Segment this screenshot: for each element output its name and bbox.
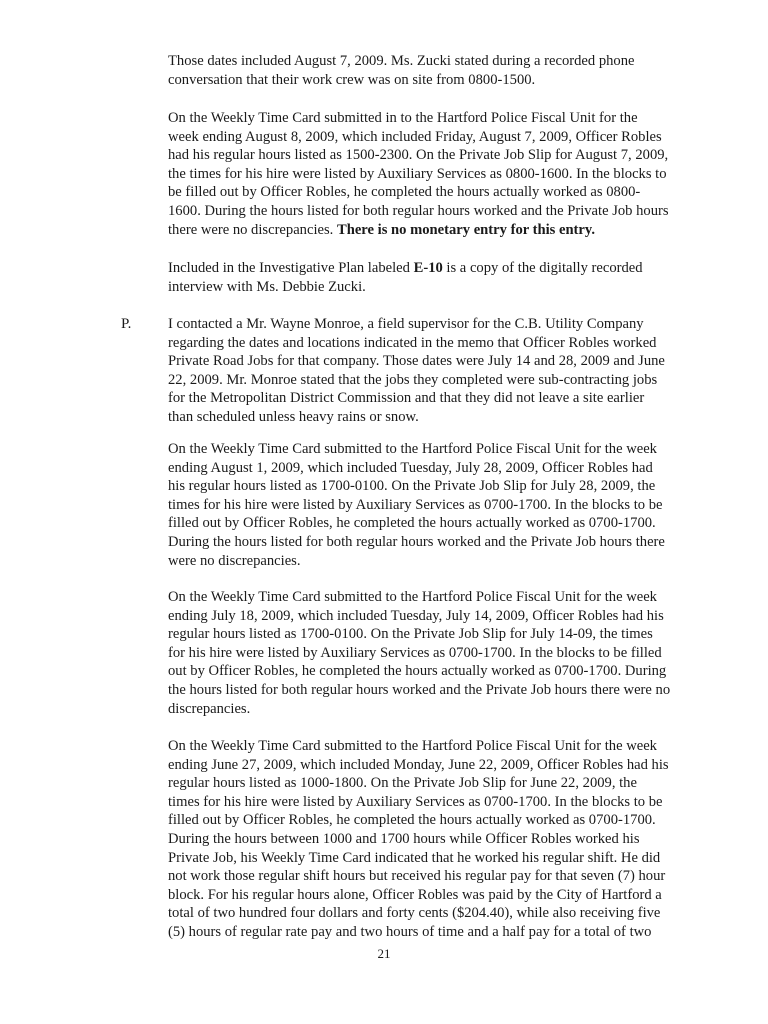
text-line: for his hire were listed by Auxiliary Services as 0700-1700. In the blocks to be filled (168, 644, 662, 661)
text-line: the hours listed for both regular hours worked and the Private Job hours there were no (168, 681, 671, 698)
text-line: conversation that their work crew was on site from 0800-1500. (168, 71, 536, 88)
text-line: for the Metropolitan District Commission and that they did not leave a site earlier (168, 390, 645, 407)
text-line: be filled out by Officer Robles, he completed the hours actually worked as 0800- (168, 184, 641, 201)
paragraph-monroe-contact (168, 315, 696, 427)
text-line: regular hours listed as 1700-0100. On the Private Job Slip for July 14-09, the times (168, 626, 653, 643)
text-line: ending July 18, 2009, which included Tuesday, July 14, 2009, Officer Robles had his (168, 607, 664, 624)
page-number: 21 (377, 946, 391, 961)
paragraph-august-7-timecard (168, 109, 696, 239)
text-line: times for his hire were listed by Auxiliary Services as 0700-1700. In the blocks to be (168, 793, 663, 810)
text-line: times for his hire were listed by Auxiliary Services as 0700-1700. In the blocks to be (168, 496, 663, 513)
text-line: On the Weekly Time Card submitted to the Hartford Police Fiscal Unit for the week (168, 441, 657, 457)
text-line: regarding the dates and locations indicated in the memo that Officer Robles worked (168, 334, 657, 351)
text-line: total of two hundred four dollars and forty cents ($204.40), while also receiving five (168, 905, 661, 922)
text-line: Those dates included August 7, 2009. Ms. Zucki stated during a recorded phone (168, 53, 635, 69)
text-line: Private Job, his Weekly Time Card indicated that he worked his regular shift. He did (168, 849, 661, 866)
text-line: had his regular hours listed as 1500-2300. On the Private Job Slip for August 7, 2009, (168, 147, 669, 164)
paragraph-july-28-timecard (168, 440, 696, 570)
section-label-p: P. (121, 316, 132, 332)
exhibit-label: E-10 (413, 260, 443, 276)
text-line: On the Weekly Time Card submitted to the Hartford Police Fiscal Unit for the week (168, 589, 657, 605)
text-line: his regular hours listed as 1700-0100. On the Private Job Slip for July 28, 2009, the (168, 478, 656, 495)
text-line: regular hours listed as 1000-1800. On the Private Job Slip for June 22, 2009, the (168, 775, 637, 792)
text-line: not work those regular shift hours but received his regular pay for that seven (7) hour (168, 868, 666, 885)
paragraph-investigative-plan (168, 259, 696, 296)
text-line (168, 259, 696, 278)
text-line: were no discrepancies. (168, 552, 301, 569)
text-line: 22, 2009. Mr. Monroe stated that the jobs they completed were sub-contracting jobs (168, 371, 658, 388)
text-line: 1600. During the hours listed for both regular hours worked and the Private Job hours (168, 202, 669, 219)
paragraph-june-22-timecard (168, 737, 696, 942)
text-line: than scheduled unless heavy rains or snow. (168, 408, 419, 425)
text-line: filled out by Officer Robles, he completed the hours actually worked as 0700-1700. (168, 812, 656, 829)
paragraph-zucki-dates (168, 52, 696, 89)
text-line: I contacted a Mr. Wayne Monroe, a field supervisor for the C.B. Utility Company (168, 316, 644, 332)
text-line: ending August 1, 2009, which included Tuesday, July 28, 2009, Officer Robles had (168, 459, 653, 476)
text-line: During the hours between 1000 and 1700 hours while Officer Robles worked his (168, 830, 640, 847)
text-line: On the Weekly Time Card submitted to the Hartford Police Fiscal Unit for the week (168, 738, 657, 754)
text-line: the times for his hire were listed by Auxiliary Services as 0800-1600. In the blocks to (168, 165, 667, 182)
text-line: During the hours listed for both regular hours worked and the Private Job hours there (168, 533, 665, 550)
text-plain: Included in the Investigative Plan labeled (168, 260, 414, 276)
bold-statement: There is no monetary entry for this entry. (336, 221, 596, 238)
text-line: On the Weekly Time Card submitted in to the Hartford Police Fiscal Unit for the (168, 110, 638, 126)
text-plain: there were no discrepancies. (168, 221, 337, 238)
text-line: discrepancies. (168, 700, 251, 717)
paragraph-july-14-timecard (168, 588, 696, 718)
text-line: ending June 27, 2009, which included Monday, June 22, 2009, Officer Robles had his (168, 756, 669, 773)
text-line: filled out by Officer Robles, he completed the hours actually worked as 0700-1700. (168, 515, 656, 532)
text-line (168, 221, 696, 240)
text-line: Private Road Jobs for that company. Those dates were July 14 and 28, 2009 and June (168, 353, 665, 370)
text-line: out by Officer Robles, he completed the hours actually worked as 0700-1700. During (168, 663, 667, 680)
text-plain: is a copy of the digitally recorded (442, 260, 643, 276)
text-line: interview with Ms. Debbie Zucki. (168, 278, 366, 295)
text-line: block. For his regular hours alone, Officer Robles was paid by the City of Hartford a (168, 886, 662, 903)
text-line: (5) hours of regular rate pay and two hours of time and a half pay for a total of two (168, 923, 652, 940)
text-line: week ending August 8, 2009, which included Friday, August 7, 2009, Officer Robles (168, 128, 662, 145)
